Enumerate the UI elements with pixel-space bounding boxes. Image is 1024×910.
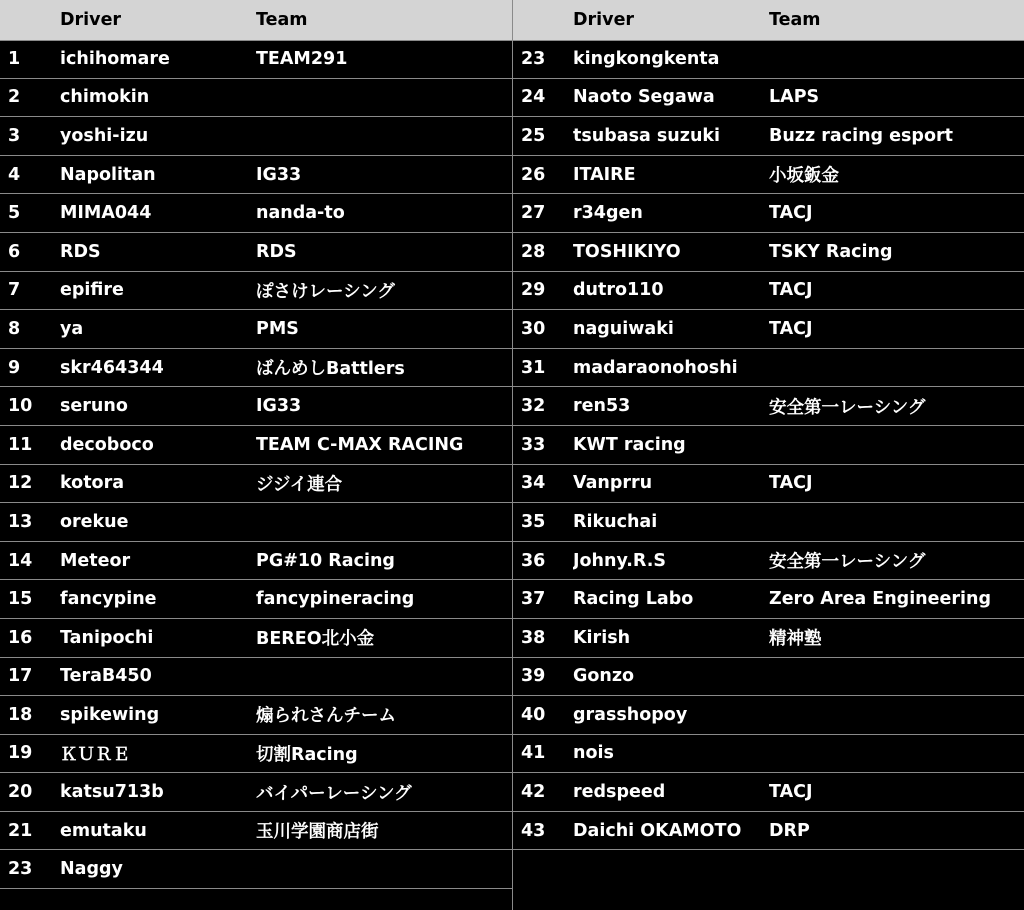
table-row xyxy=(513,349,1024,388)
table-row xyxy=(0,272,512,311)
table-row xyxy=(513,812,1024,851)
driver-cell: TOSHIKIYO xyxy=(573,241,681,262)
team-cell: TACJ xyxy=(769,473,813,494)
table-row xyxy=(513,117,1024,156)
position-cell: 36 xyxy=(521,550,546,571)
position-cell: 30 xyxy=(521,318,546,339)
position-cell: 26 xyxy=(521,164,546,185)
table-row xyxy=(0,40,512,79)
empty-row xyxy=(513,850,1024,910)
team-cell: TACJ xyxy=(769,203,813,224)
driver-cell: katsu713b xyxy=(60,782,164,803)
table-row xyxy=(513,310,1024,349)
table-row xyxy=(0,117,512,156)
position-cell: 1 xyxy=(8,49,21,70)
driver-cell: kingkongkenta xyxy=(573,49,720,70)
position-cell: 8 xyxy=(8,318,21,339)
position-cell: 13 xyxy=(8,511,33,532)
position-cell: 20 xyxy=(8,782,33,803)
team-cell: TACJ xyxy=(769,280,813,301)
position-cell: 31 xyxy=(521,357,546,378)
team-cell: PMS xyxy=(256,318,299,339)
position-cell: 19 xyxy=(8,743,33,764)
driver-cell: Kirish xyxy=(573,627,631,648)
right-column xyxy=(512,0,1024,910)
right-header-row xyxy=(513,0,1024,40)
table-row xyxy=(513,580,1024,619)
team-cell: TEAM C-MAX RACING xyxy=(256,434,464,455)
team-cell: TACJ xyxy=(769,782,813,803)
driver-cell: seruno xyxy=(60,396,128,417)
driver-cell: Rikuchai xyxy=(573,511,658,532)
right-header-team: Team xyxy=(769,10,821,30)
position-cell: 25 xyxy=(521,125,546,146)
table-row xyxy=(0,233,512,272)
driver-cell: kotora xyxy=(60,473,125,494)
team-cell: バイパーレーシング xyxy=(256,783,412,804)
table-row xyxy=(0,696,512,735)
table-row xyxy=(0,658,512,697)
driver-cell: KWT racing xyxy=(573,434,686,455)
position-cell: 15 xyxy=(8,589,33,610)
driver-cell: Naggy xyxy=(60,859,123,880)
driver-cell: Johny.R.S xyxy=(573,550,666,571)
table-row xyxy=(0,773,512,812)
driver-cell: Tanipochi xyxy=(60,627,154,648)
table-row xyxy=(513,40,1024,79)
driver-cell: orekue xyxy=(60,511,129,532)
driver-cell: ya xyxy=(60,318,84,339)
driver-cell: ichihomare xyxy=(60,49,170,70)
table-row xyxy=(0,156,512,195)
driver-cell: nois xyxy=(573,743,614,764)
driver-cell: Vanprru xyxy=(573,473,653,494)
team-cell: TEAM291 xyxy=(256,49,348,70)
driver-cell: MIMA044 xyxy=(60,203,152,224)
team-cell: RDS xyxy=(256,241,297,262)
position-cell: 6 xyxy=(8,241,21,262)
position-cell: 9 xyxy=(8,357,21,378)
driver-cell: naguiwaki xyxy=(573,318,674,339)
position-cell: 11 xyxy=(8,434,33,455)
position-cell: 18 xyxy=(8,704,33,725)
position-cell: 40 xyxy=(521,704,546,725)
position-cell: 17 xyxy=(8,666,33,687)
left-header-row xyxy=(0,0,512,40)
driver-cell: Daichi OKAMOTO xyxy=(573,820,742,841)
position-cell: 37 xyxy=(521,589,546,610)
team-cell: TSKY Racing xyxy=(769,241,893,262)
position-cell: 16 xyxy=(8,627,33,648)
driver-cell: skr464344 xyxy=(60,357,164,378)
driver-cell: madaraonohoshi xyxy=(573,357,738,378)
position-cell: 3 xyxy=(8,125,21,146)
table-row xyxy=(513,426,1024,465)
table-row xyxy=(0,850,512,889)
team-cell: ぽさけレーシング xyxy=(256,281,395,302)
position-cell: 35 xyxy=(521,511,546,532)
table-row xyxy=(513,272,1024,311)
driver-cell: ITAIRE xyxy=(573,164,636,185)
team-cell: Zero Area Engineering xyxy=(769,589,991,610)
table-row xyxy=(0,812,512,851)
team-cell: 切割Racing xyxy=(256,744,358,765)
table-row xyxy=(513,658,1024,697)
table-row xyxy=(0,79,512,118)
table-row xyxy=(0,310,512,349)
right-header-driver: Driver xyxy=(573,10,635,30)
table-row xyxy=(513,696,1024,735)
position-cell: 28 xyxy=(521,241,546,262)
table-row xyxy=(0,465,512,504)
position-cell: 10 xyxy=(8,396,33,417)
table-row xyxy=(513,79,1024,118)
position-cell: 14 xyxy=(8,550,33,571)
position-cell: 41 xyxy=(521,743,546,764)
table-row xyxy=(513,194,1024,233)
team-cell: TACJ xyxy=(769,318,813,339)
driver-cell: Naoto Segawa xyxy=(573,87,715,108)
position-cell: 2 xyxy=(8,87,21,108)
driver-cell: r34gen xyxy=(573,203,643,224)
team-cell: 安全第一レーシング xyxy=(769,552,926,573)
driver-cell: Racing Labo xyxy=(573,589,694,610)
table-row xyxy=(0,503,512,542)
driver-cell: chimokin xyxy=(60,87,150,108)
position-cell: 33 xyxy=(521,434,546,455)
team-cell: DRP xyxy=(769,820,810,841)
driver-cell: grasshopoy xyxy=(573,704,688,725)
driver-cell: epifire xyxy=(60,280,124,301)
position-cell: 21 xyxy=(8,820,33,841)
driver-cell: Gonzo xyxy=(573,666,635,687)
driver-cell: decoboco xyxy=(60,434,154,455)
table-row xyxy=(513,465,1024,504)
position-cell: 34 xyxy=(521,473,546,494)
team-cell: fancypineracing xyxy=(256,589,415,610)
team-cell: BEREO北小金 xyxy=(256,629,375,650)
table-row xyxy=(0,580,512,619)
table-row xyxy=(513,735,1024,774)
team-cell: 玉川学園商店街 xyxy=(256,822,379,843)
position-cell: 7 xyxy=(8,280,21,301)
position-cell: 42 xyxy=(521,782,546,803)
table-row xyxy=(0,735,512,774)
team-cell: nanda-to xyxy=(256,203,345,224)
team-cell: 煽られさんチーム xyxy=(256,706,396,727)
team-cell: PG#10 Racing xyxy=(256,550,395,571)
team-cell: 精神塾 xyxy=(769,629,822,650)
position-cell: 4 xyxy=(8,164,21,185)
team-cell: ばんめしBattlers xyxy=(256,359,405,380)
team-cell: 小坂鈑金 xyxy=(769,166,839,187)
table-row xyxy=(513,619,1024,658)
driver-cell: ren53 xyxy=(573,396,631,417)
position-cell: 27 xyxy=(521,203,546,224)
team-cell: LAPS xyxy=(769,87,820,108)
team-cell: IG33 xyxy=(256,164,302,185)
table-row xyxy=(513,773,1024,812)
driver-cell: yoshi-izu xyxy=(60,125,149,146)
table-row xyxy=(513,503,1024,542)
position-cell: 12 xyxy=(8,473,33,494)
driver-cell: dutro110 xyxy=(573,280,664,301)
position-cell: 5 xyxy=(8,203,21,224)
driver-cell: ＫＵＲＥ xyxy=(60,744,130,765)
position-cell: 43 xyxy=(521,820,546,841)
table-row xyxy=(513,233,1024,272)
team-cell: 安全第一レーシング xyxy=(769,397,926,418)
driver-cell: fancypine xyxy=(60,589,157,610)
table-row xyxy=(0,619,512,658)
team-cell: ジジイ連合 xyxy=(256,474,343,495)
position-cell: 24 xyxy=(521,87,546,108)
position-cell: 23 xyxy=(521,49,546,70)
driver-cell: Meteor xyxy=(60,550,131,571)
driver-cell: emutaku xyxy=(60,820,147,841)
left-header-team: Team xyxy=(256,10,308,30)
table-row xyxy=(513,542,1024,581)
driver-cell: RDS xyxy=(60,241,101,262)
driver-cell: TeraB450 xyxy=(60,666,152,687)
table-row xyxy=(0,387,512,426)
position-cell: 39 xyxy=(521,666,546,687)
position-cell: 29 xyxy=(521,280,546,301)
position-cell: 32 xyxy=(521,396,546,417)
right-rows xyxy=(513,40,1024,910)
table-row xyxy=(513,387,1024,426)
left-rows xyxy=(0,40,512,910)
table-row xyxy=(0,194,512,233)
left-header-driver: Driver xyxy=(60,10,122,30)
driver-cell: Napolitan xyxy=(60,164,156,185)
position-cell: 38 xyxy=(521,627,546,648)
driver-cell: spikewing xyxy=(60,704,160,725)
table-row xyxy=(0,426,512,465)
driver-cell: redspeed xyxy=(573,782,666,803)
table-row xyxy=(0,542,512,581)
table-row xyxy=(0,349,512,388)
team-cell: Buzz racing esport xyxy=(769,125,953,146)
team-cell: IG33 xyxy=(256,396,302,417)
position-cell: 23 xyxy=(8,859,33,880)
table-row xyxy=(513,156,1024,195)
driver-cell: tsubasa suzuki xyxy=(573,125,721,146)
